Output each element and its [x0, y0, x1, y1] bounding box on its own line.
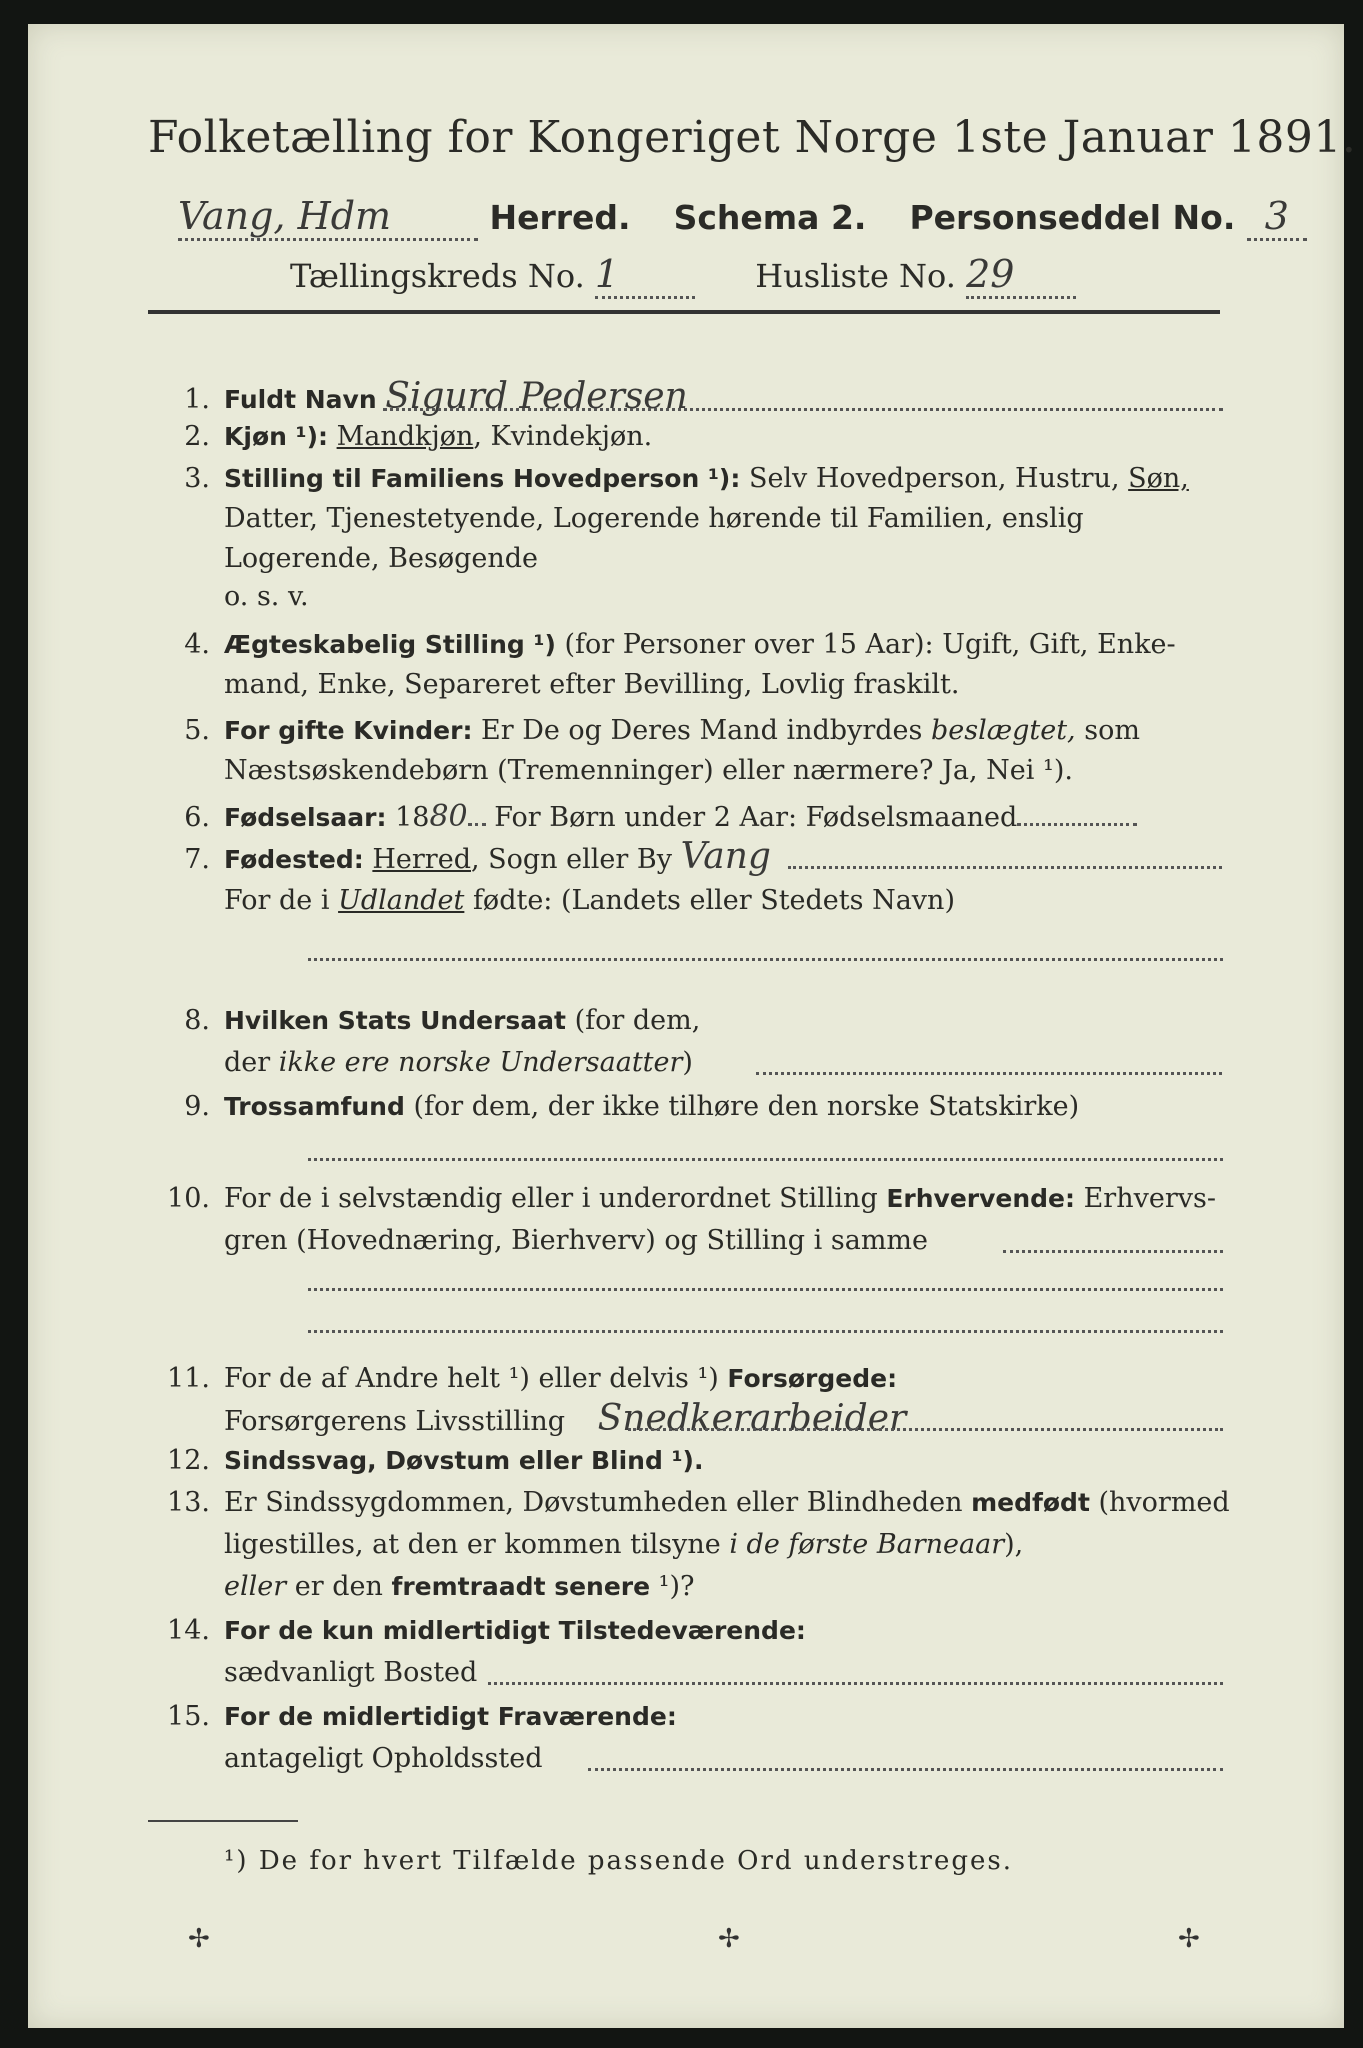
item-number: 12.	[167, 1445, 210, 1476]
item-number: 5.	[184, 715, 210, 746]
item-text: ligestilles, at den er kommen tilsyne	[224, 1529, 730, 1560]
item-label: Fuldt Navn	[224, 385, 377, 414]
item-number: 1.	[184, 384, 210, 415]
item-number: 4.	[184, 629, 210, 660]
religion-fill-line	[308, 1158, 1223, 1161]
item-text-italic: eller	[224, 1571, 287, 1602]
item-number: 7.	[184, 844, 210, 875]
item-label: For de midlertidigt Fraværende:	[224, 1702, 677, 1731]
item-14	[138, 1614, 1228, 1648]
item-3	[138, 462, 1228, 496]
item-text: , Sogn eller By	[470, 844, 672, 875]
schema-label: Schema 2.	[673, 198, 867, 237]
item-13-line3	[224, 1570, 695, 1604]
kreds-line	[290, 252, 1076, 299]
item-text: For de af Andre helt ¹) eller delvis ¹)	[224, 1363, 728, 1394]
husliste-value: 29	[966, 252, 1076, 299]
occupation-fill-line-3	[308, 1330, 1223, 1333]
item-label: For de kun midlertidigt Tilstedeværende:	[224, 1616, 806, 1645]
item-text: For de i selvstændig eller i underordnet Stilling	[224, 1183, 887, 1214]
provider-fill-line	[628, 1428, 1223, 1431]
item-text: Er De og Deres Mand indbyrdes	[472, 715, 931, 746]
item-4-line2: mand, Enke, Separeret efter Bevilling, Lovlig fraskilt.	[224, 669, 960, 700]
item-number: 2.	[184, 421, 210, 452]
sex-option-female: , Kvindekjøn.	[473, 421, 653, 452]
item-text: (for Personer over 15 Aar): Ugift, Gift, Enke-	[555, 629, 1176, 660]
item-14-line2: sædvanligt Bosted	[224, 1657, 478, 1688]
blank-fill-line	[308, 958, 1223, 961]
item-15-line2: antageligt Opholdssted	[224, 1743, 543, 1774]
item-text: (for dem,	[565, 1005, 701, 1036]
name-value: Sigurd Pedersen	[385, 376, 688, 417]
item-label: Trossamfund	[224, 1092, 405, 1121]
item-label: medfødt	[971, 1488, 1090, 1517]
item-text: er den	[286, 1571, 392, 1602]
item-label: Fødested:	[224, 845, 364, 874]
item-text: Selv Hovedperson, Hustru,	[740, 463, 1129, 494]
item-number: 10.	[167, 1183, 210, 1214]
header-rule	[148, 310, 1220, 314]
item-10	[138, 1182, 1228, 1216]
item-label: Forsørgede:	[727, 1364, 898, 1393]
position-selected: Søn,	[1128, 463, 1189, 494]
item-label: Hvilken Stats Undersaat	[224, 1006, 566, 1035]
item-text: der	[224, 1047, 279, 1078]
item-text: ¹)?	[650, 1571, 695, 1602]
item-text-italic: beslægtet,	[930, 715, 1076, 746]
fill-dots	[468, 809, 486, 826]
item-number: 3.	[184, 463, 210, 494]
item-3-line3: Logerende, Besøgende	[224, 543, 538, 574]
sex-option-male: Mandkjøn	[336, 421, 474, 452]
item-label: Kjøn ¹):	[224, 422, 328, 451]
residence-fill-line	[488, 1682, 1223, 1685]
birthplace-fill-line	[788, 866, 1222, 869]
item-7	[138, 836, 1228, 877]
personseddel-label: Personseddel No.	[909, 198, 1236, 237]
item-10-line2: gren (Hovednæring, Bierhverv) og Stilling i samme	[224, 1225, 929, 1256]
item-text: For de i	[224, 885, 339, 916]
form-title: Folketælling for Kongeriget Norge 1ste Januar 1891.	[148, 112, 1357, 163]
birth-year-value: 80	[429, 799, 468, 834]
kreds-value: 1	[595, 252, 695, 299]
herred-line	[178, 194, 1307, 241]
item-8-line2	[224, 1046, 693, 1080]
fill-dots	[1017, 809, 1137, 826]
item-text: For Børn under 2 Aar: Fødselsmaaned	[485, 802, 1018, 833]
item-number: 6.	[184, 802, 210, 833]
personseddel-value: 3	[1247, 194, 1307, 241]
item-text: (hvormed	[1089, 1487, 1230, 1518]
item-text: ),	[1004, 1529, 1024, 1560]
item-8	[138, 1004, 1228, 1038]
item-1	[138, 376, 1228, 417]
item-label: Stilling til Familiens Hovedperson ¹):	[224, 464, 741, 493]
item-text: Er Sindssygdommen, Døvstumheden eller Blindheden	[224, 1487, 972, 1518]
item-text-italic: i de første Barneaar	[729, 1529, 1005, 1560]
item-number: 14.	[167, 1615, 210, 1646]
nationality-fill-line	[756, 1072, 1222, 1075]
footnote: ¹) De for hvert Tilfælde passende Ord understreges.	[224, 1846, 1014, 1876]
item-text: Forsørgerens Livsstilling	[224, 1406, 566, 1437]
item-4	[138, 628, 1228, 662]
item-number: 9.	[184, 1091, 210, 1122]
item-text: fødte: (Landets eller Stedets Navn)	[464, 885, 955, 916]
item-15	[138, 1700, 1228, 1734]
item-3-line2: Datter, Tjenestetyende, Logerende hørende til Familien, enslig	[224, 503, 1084, 534]
item-5	[138, 714, 1228, 748]
provider-occupation-value: Snedkerarbeider	[597, 1398, 907, 1439]
birthplace-selected: Herred	[372, 844, 471, 875]
occupation-fill-line	[1003, 1250, 1223, 1253]
item-2	[138, 420, 1228, 454]
item-13	[138, 1486, 1228, 1520]
item-label: Fødselsaar:	[224, 803, 387, 832]
registration-mark-icon: ✢	[718, 1924, 740, 1954]
item-label: Sindssvag, Døvstum eller Blind ¹).	[224, 1446, 704, 1475]
registration-mark-icon: ✢	[188, 1924, 210, 1954]
item-12	[138, 1444, 1228, 1478]
item-label: fremtraadt senere	[391, 1572, 651, 1601]
name-fill-line	[383, 408, 1223, 411]
item-5-line2: Næstsøskendebørn (Tremenninger) eller nærmere? Ja, Nei ¹).	[224, 755, 1073, 786]
item-7-line2	[224, 884, 955, 918]
item-label: For gifte Kvinder:	[224, 716, 473, 745]
item-number: 11.	[167, 1363, 210, 1394]
item-label: Erhvervende:	[886, 1184, 1076, 1213]
item-text: (for dem, der ikke tilhøre den norske Statskirke)	[404, 1091, 1080, 1122]
occupation-fill-line-2	[308, 1288, 1223, 1291]
footnote-rule	[148, 1820, 298, 1822]
item-text-italic: ikke ere norske Undersaatter	[278, 1047, 683, 1078]
birth-year-prefix: 18	[386, 802, 430, 833]
item-6	[138, 800, 1228, 835]
item-number: 13.	[167, 1487, 210, 1518]
item-11-line2	[224, 1398, 907, 1439]
item-text: Erhvervs-	[1075, 1183, 1216, 1214]
item-11	[138, 1362, 1228, 1396]
kreds-label: Tællingskreds No.	[290, 257, 585, 295]
item-label: Ægteskabelig Stilling ¹)	[224, 630, 556, 659]
item-9	[138, 1090, 1228, 1124]
absence-fill-line	[588, 1768, 1223, 1771]
item-number: 15.	[167, 1701, 210, 1732]
item-text: )	[682, 1047, 693, 1078]
item-text-italic: Udlandet	[338, 885, 465, 916]
item-13-line2	[224, 1528, 1023, 1562]
birthplace-value: Vang	[680, 836, 771, 877]
registration-mark-icon: ✢	[1178, 1924, 1200, 1954]
item-3-line4: o. s. v.	[224, 581, 309, 612]
husliste-label: Husliste No.	[755, 257, 956, 295]
herred-label: Herred.	[489, 198, 631, 237]
form-sheet	[28, 24, 1357, 2028]
item-text: som	[1075, 715, 1140, 746]
item-number: 8.	[184, 1005, 210, 1036]
herred-value: Vang, Hdm	[178, 194, 478, 241]
